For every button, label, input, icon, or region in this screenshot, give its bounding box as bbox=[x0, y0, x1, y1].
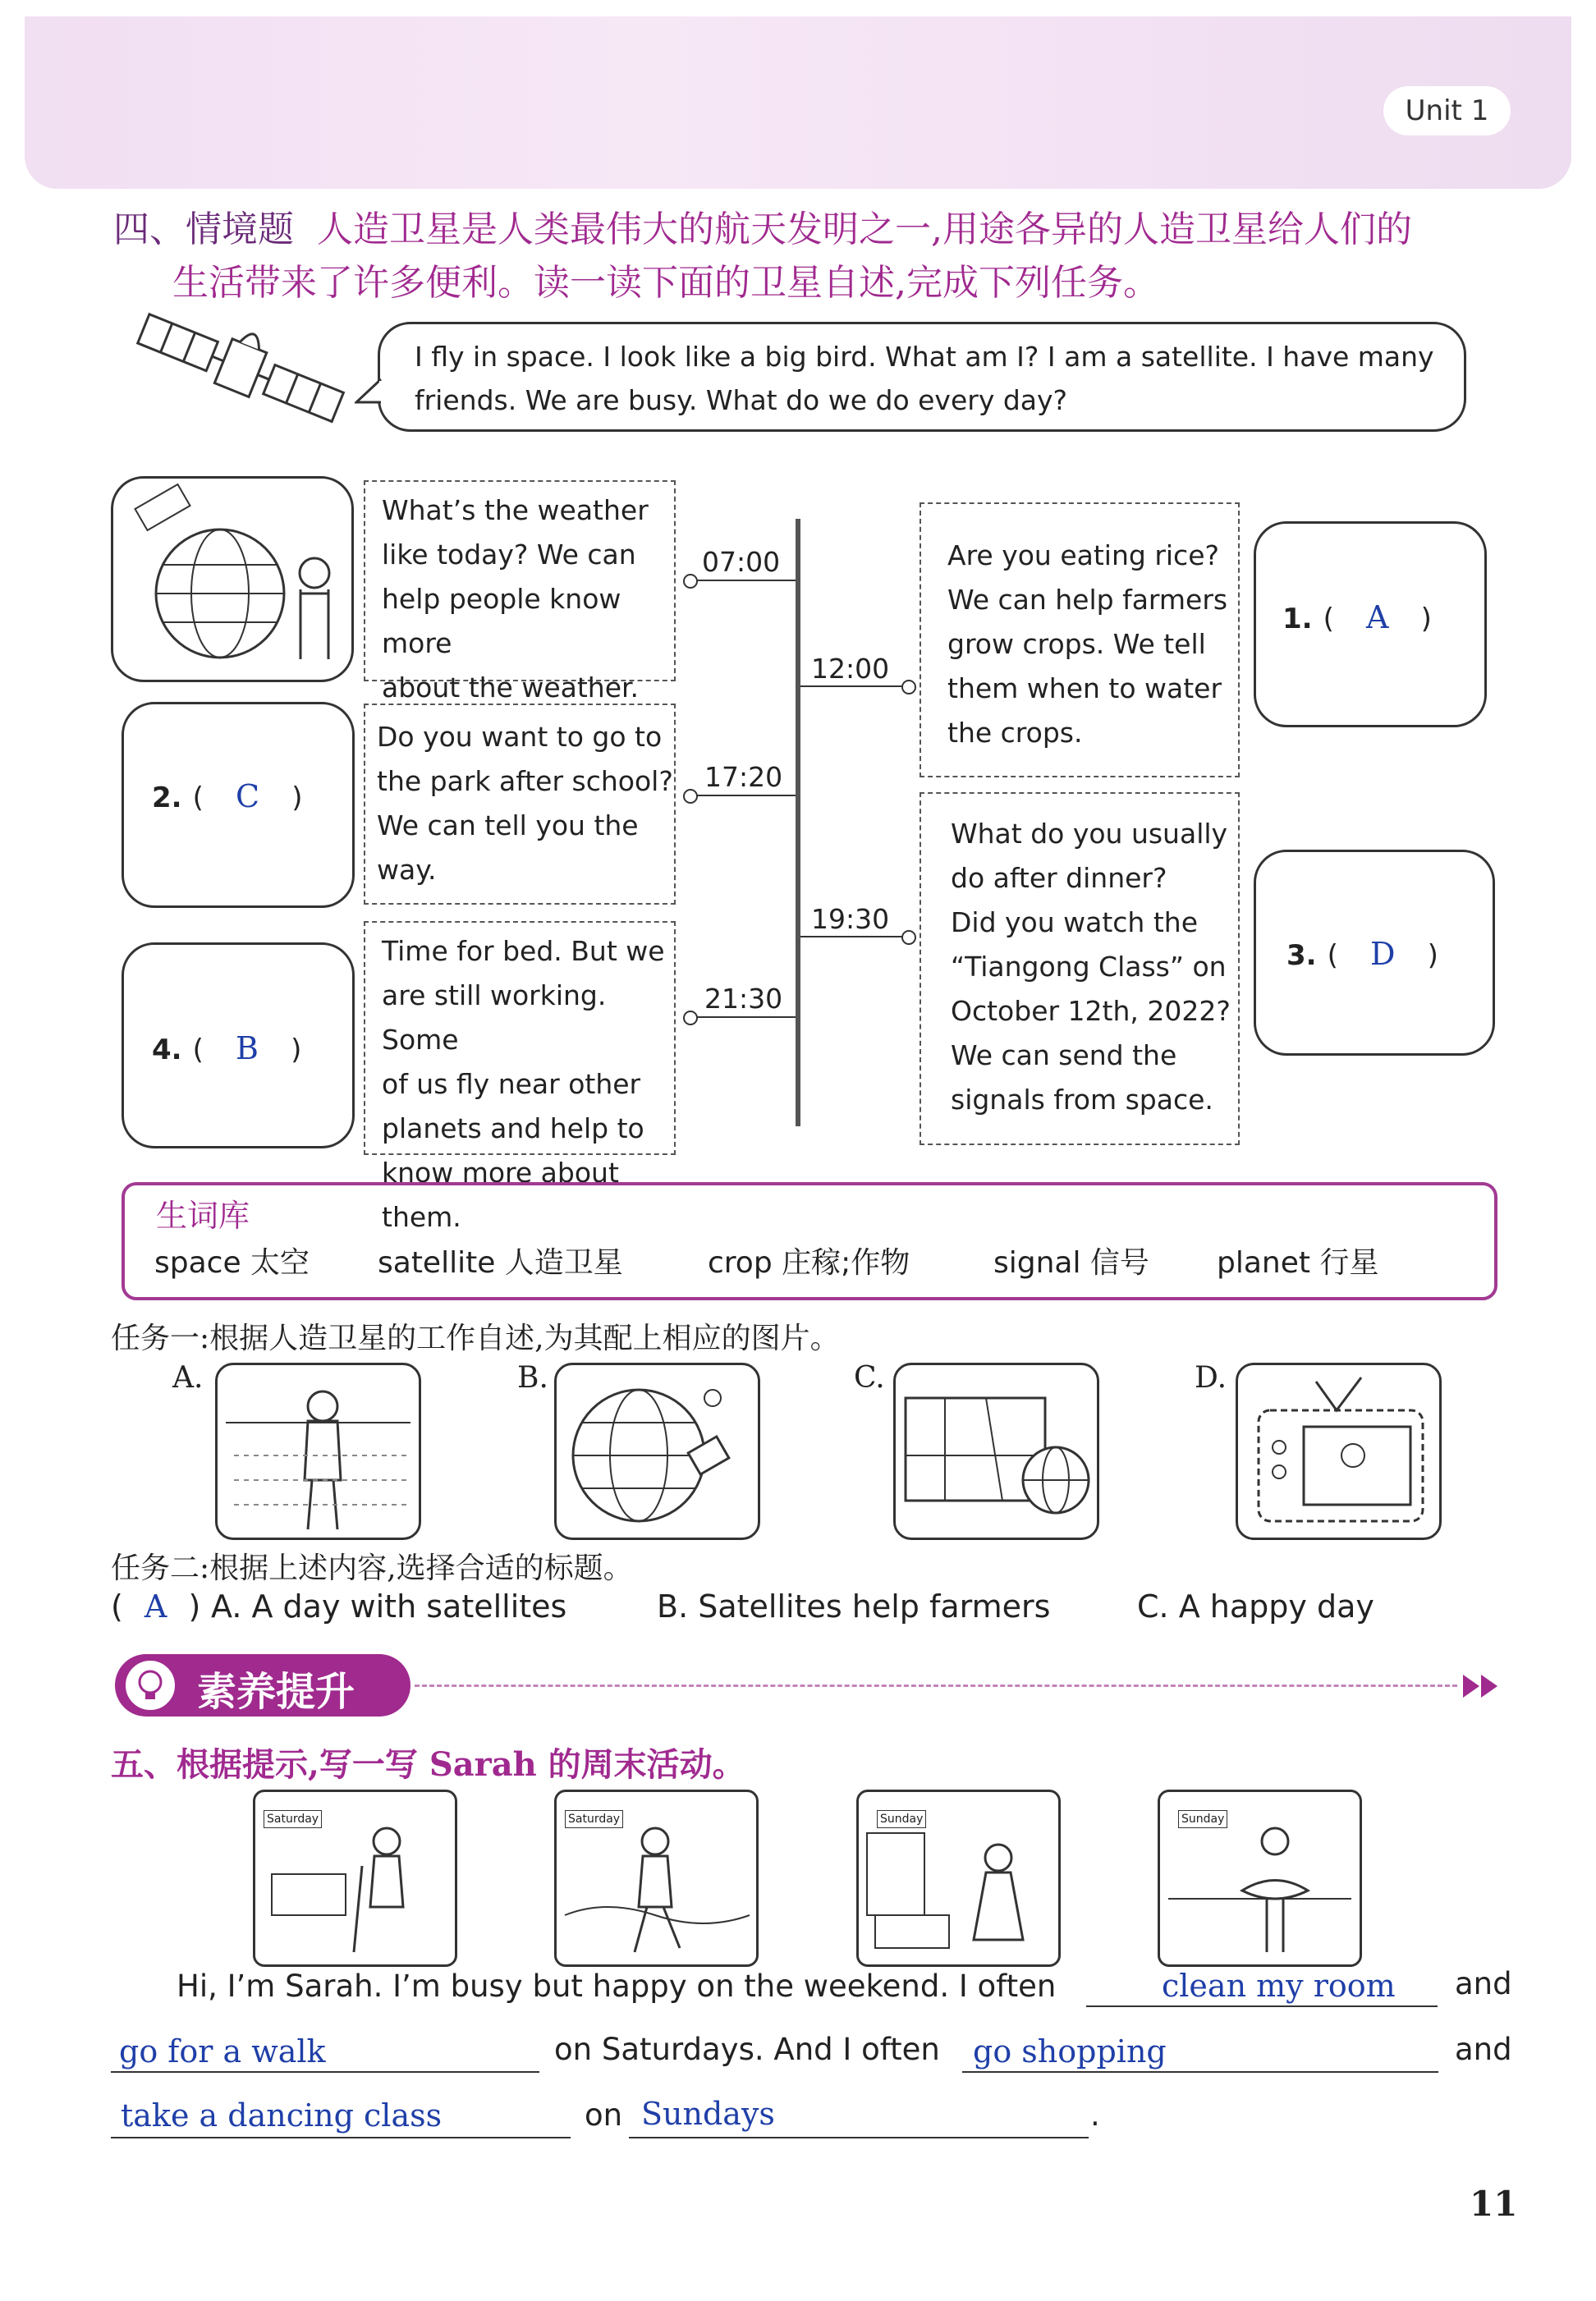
time-2130: 21:30 bbox=[704, 983, 783, 1015]
intro-line-1: I fly in space. I look like a big bird. What am I? I am a satellite. I have many bbox=[415, 341, 1434, 373]
satellite-icon bbox=[127, 300, 357, 439]
activity-picture-4: Sunday bbox=[1158, 1790, 1362, 1967]
on-word: on bbox=[585, 2097, 623, 2133]
time-1930: 19:30 bbox=[811, 903, 890, 935]
tv-icon bbox=[1238, 1365, 1439, 1538]
blank-3-answer: go shopping bbox=[973, 2033, 1167, 2070]
and-2: and bbox=[1455, 2032, 1512, 2067]
banner-divider bbox=[415, 1684, 1457, 1687]
bubble-tail bbox=[355, 378, 383, 410]
timeline-axis bbox=[796, 519, 800, 1126]
weather-picture bbox=[111, 476, 354, 682]
globe-icon bbox=[113, 479, 351, 680]
unit-tag: Unit 1 bbox=[1383, 86, 1511, 135]
activity-picture-3: Sunday bbox=[856, 1790, 1061, 1967]
time-0700: 07:00 bbox=[702, 546, 781, 578]
task2-option-a: A. A day with satellites bbox=[211, 1588, 567, 1625]
map-icon bbox=[896, 1365, 1097, 1538]
blank-5[interactable] bbox=[629, 2096, 1089, 2138]
vocab-crop: crop 庄稼;作物 bbox=[708, 1246, 910, 1280]
answer-3-value: D bbox=[1370, 936, 1396, 972]
pic-label-b: B. bbox=[517, 1361, 548, 1395]
vocab-satellite: satellite 人造卫星 bbox=[378, 1246, 623, 1280]
answer-4[interactable]: 4. ( B ) bbox=[152, 1030, 302, 1066]
task1-instruction: 任务一:根据人造卫星的工作自述,为其配上相应的图片。 bbox=[111, 1322, 840, 1355]
answer-1-value: A bbox=[1366, 599, 1389, 635]
activity-picture-2: Saturday bbox=[554, 1790, 759, 1967]
text-box-park: Do you want to go to the park after school? We can tell you the way. bbox=[364, 704, 676, 905]
task2-instruction: 任务二:根据上述内容,选择合适的标题。 bbox=[111, 1552, 633, 1585]
answer-1[interactable]: 1. ( A ) bbox=[1282, 599, 1432, 635]
vocab-space: space 太空 bbox=[154, 1246, 310, 1280]
blank-1[interactable] bbox=[1086, 1966, 1438, 2007]
pic-label-c: C. bbox=[854, 1361, 885, 1395]
time-1200: 12:00 bbox=[811, 653, 890, 685]
blank-4[interactable] bbox=[111, 2096, 571, 2138]
blank-2[interactable] bbox=[111, 2032, 539, 2073]
blank-1-answer: clean my room bbox=[1162, 1968, 1396, 2004]
answer-4-value: B bbox=[236, 1030, 259, 1066]
lightbulb-icon bbox=[123, 1658, 177, 1712]
task2-option-b: B. Satellites help farmers bbox=[657, 1588, 1051, 1625]
section4-label: 四、情境题 bbox=[113, 209, 294, 250]
text-box-crops: Are you eating rice? We can help farmers grow crops. We tell them when to water the crops. bbox=[920, 502, 1240, 777]
and-1: and bbox=[1455, 1966, 1512, 2001]
header-band bbox=[25, 16, 1571, 189]
blank-5-answer: Sundays bbox=[641, 2096, 775, 2132]
picture-b-satellite bbox=[554, 1363, 760, 1540]
section4-instruction-2: 生活带来了许多便利。读一读下面的卫星自述,完成下列任务。 bbox=[172, 262, 1159, 304]
sentence-line-1: Hi, I’m Sarah. I’m busy but happy on the weekend. I often bbox=[177, 1969, 1057, 2004]
double-arrow-icon bbox=[1461, 1670, 1502, 1703]
period: . bbox=[1090, 2097, 1100, 2133]
answer-2[interactable]: 2. ( C ) bbox=[152, 778, 303, 814]
picture-c-map bbox=[893, 1363, 1099, 1540]
text-box-signals: What do you usually do after dinner? Did you watch the “Tiangong Class” on October 12th, 2022? We can send the signals from space. bbox=[920, 792, 1240, 1145]
globe-satellite-icon bbox=[557, 1365, 758, 1538]
section5-title: 五、根据提示,写一写 Sarah 的周末活动。 bbox=[111, 1745, 745, 1784]
answer-2-value: C bbox=[236, 778, 260, 814]
section4-instruction-1: 人造卫星是人类最伟大的航天发明之一,用途各异的人造卫星给人们的 bbox=[317, 209, 1412, 250]
section4-title bbox=[113, 199, 1412, 252]
task2-option-c: C. A happy day bbox=[1137, 1588, 1374, 1625]
time-1720: 17:20 bbox=[704, 761, 783, 793]
vocab-planet: planet 行星 bbox=[1217, 1246, 1379, 1280]
text-box-planets: Time for bed. But we are still working. Some of us fly near other planets and help to know more about them. bbox=[364, 921, 676, 1155]
task2-answer-value: A bbox=[144, 1588, 167, 1625]
page-number: 11 bbox=[1470, 2184, 1518, 2224]
answer-3[interactable]: 3. ( D ) bbox=[1286, 936, 1438, 972]
blank-2-answer: go for a walk bbox=[119, 2033, 326, 2070]
vocab-title: 生词库 bbox=[156, 1198, 250, 1234]
text-box-weather: What’s the weather like today? We can help people know more about the weather. bbox=[364, 480, 676, 681]
picture-a-farmer bbox=[215, 1363, 421, 1540]
picture-d-tv bbox=[1236, 1363, 1442, 1540]
intro-line-2: friends. We are busy. What do we do every day? bbox=[415, 384, 1068, 416]
blank-4-answer: take a dancing class bbox=[121, 2097, 443, 2134]
vocab-signal: signal 信号 bbox=[993, 1246, 1149, 1280]
blank-3[interactable] bbox=[962, 2032, 1438, 2073]
sentence-line-2: on Saturdays. And I often bbox=[554, 2032, 940, 2067]
activity-picture-1: Saturday bbox=[253, 1790, 457, 1967]
pic-label-d: D. bbox=[1195, 1361, 1227, 1395]
intro-text bbox=[415, 335, 1449, 422]
task2-answer[interactable]: ( A ) bbox=[111, 1588, 201, 1625]
pic-label-a: A. bbox=[172, 1361, 204, 1395]
farmer-icon bbox=[218, 1365, 419, 1538]
banner-title: 素养提升 bbox=[197, 1669, 355, 1715]
